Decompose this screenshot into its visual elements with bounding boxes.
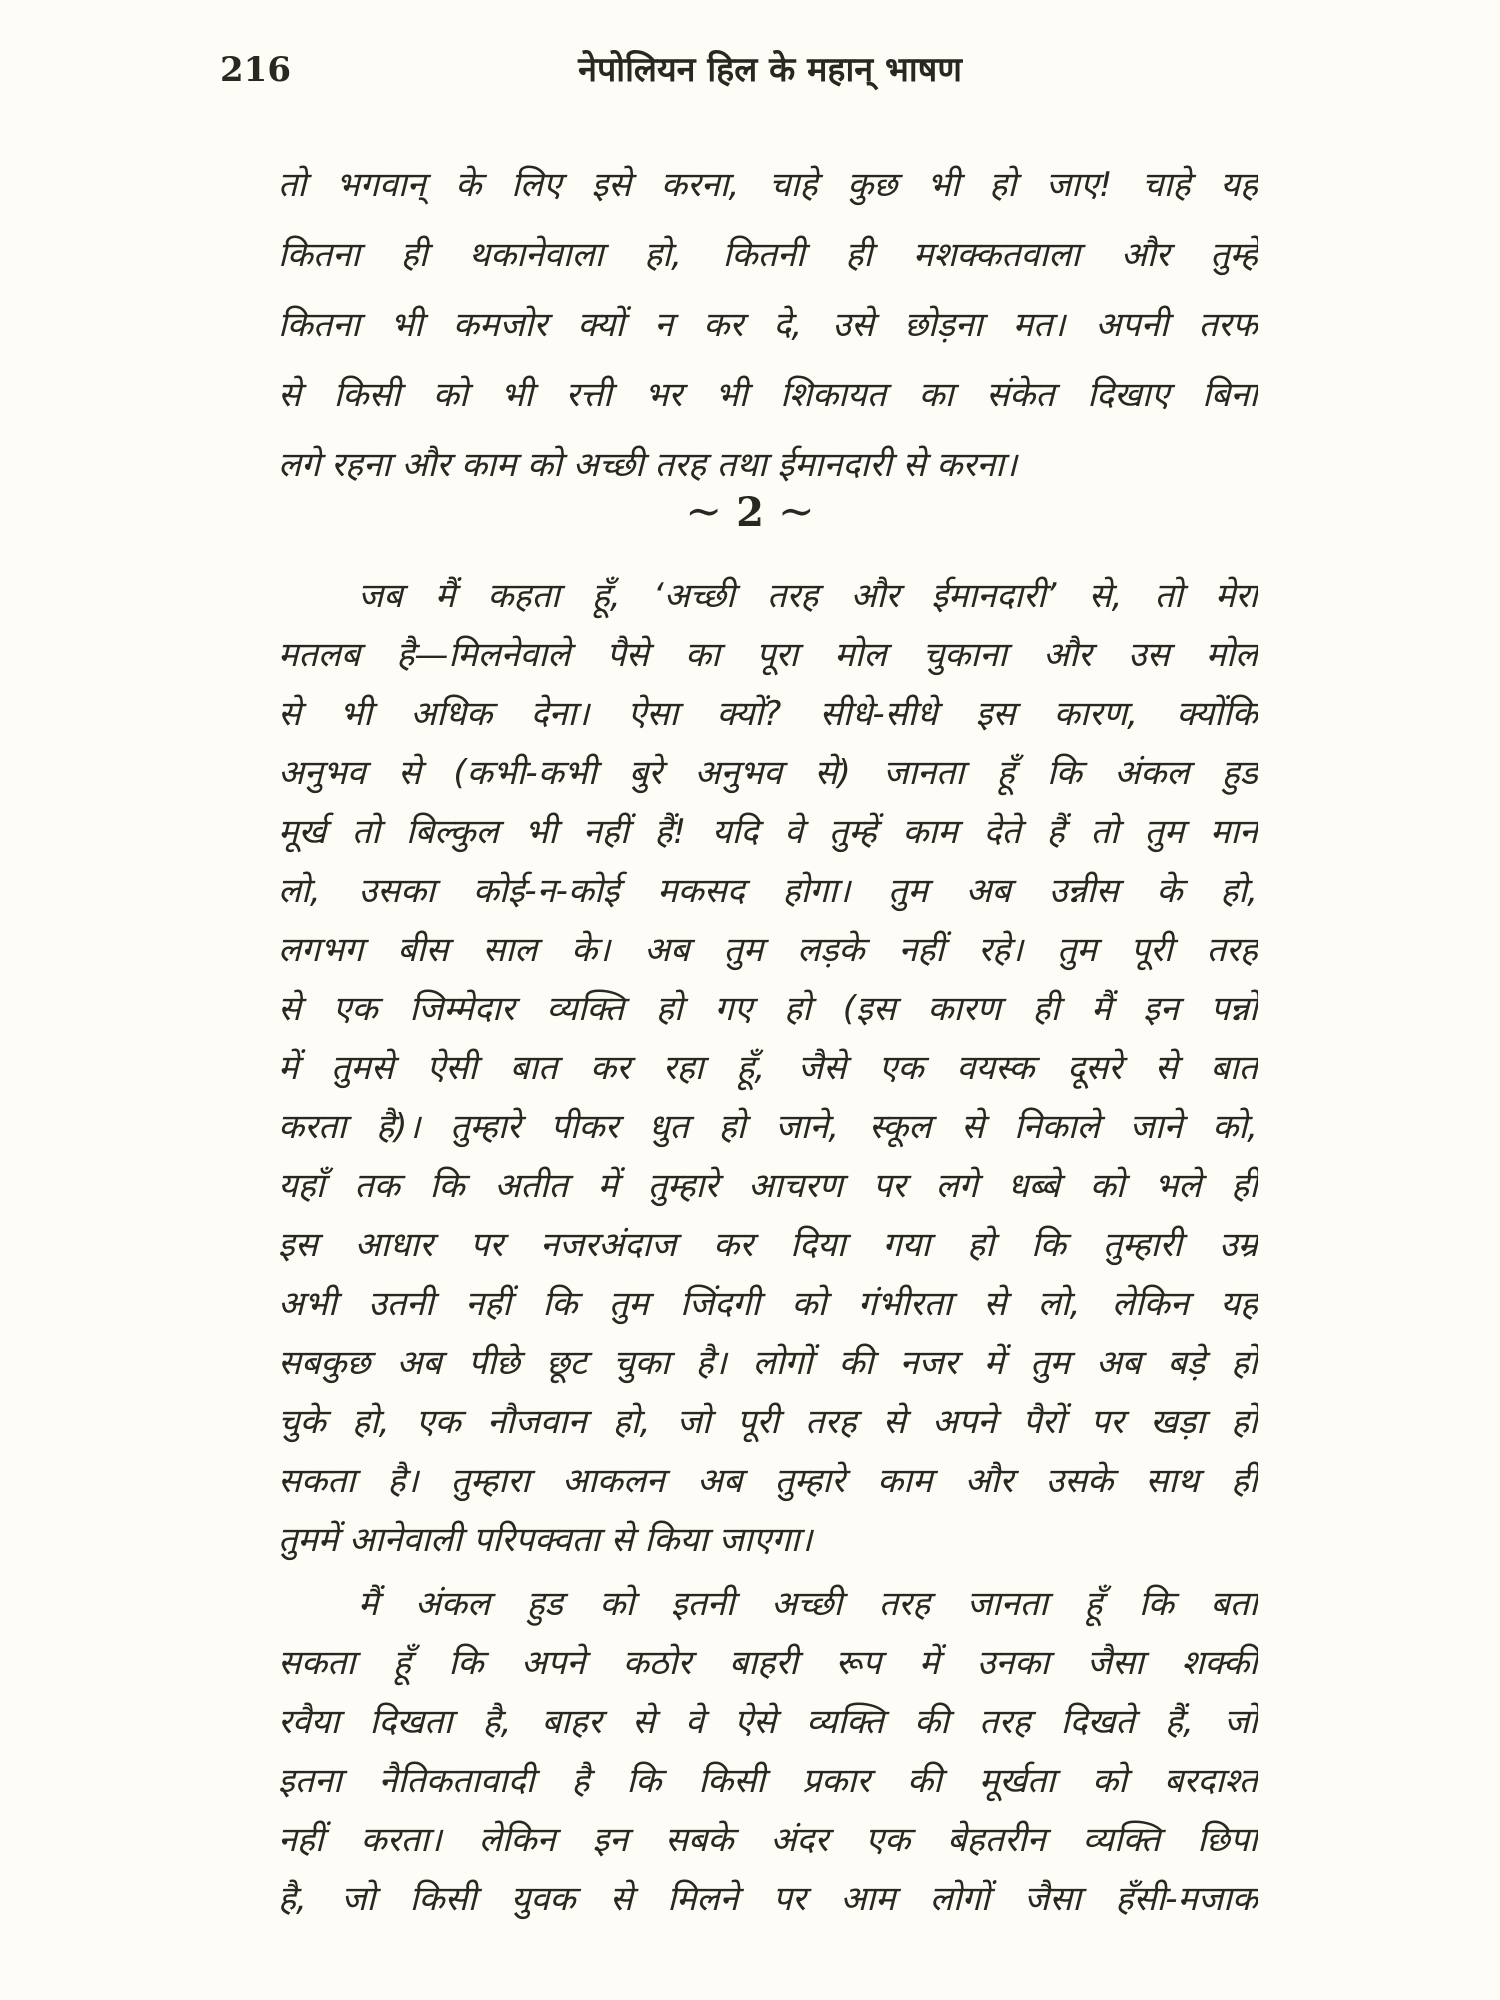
text-line: चुके हो, एक नौजवान हो, जो पूरी तरह से अपने पैरों पर खड़ा हो <box>278 1402 1258 1442</box>
section-separator <box>0 486 1500 538</box>
text-line: यहाँ तक कि अतीत में तुम्हारे आचरण पर लगे धब्बे को भले ही <box>278 1166 1258 1206</box>
text-line: है, जो किसी युवक से मिलने पर आम लोगों जैसा हँसी-मजाक <box>278 1879 1258 1919</box>
text-line: इतना नैतिकतावादी है कि किसी प्रकार की मूर्खता को बरदाश्त <box>278 1761 1258 1801</box>
text-line: अनुभव से (कभी-कभी बुरे अनुभव से) जानता हूँ कि अंकल हुड <box>278 753 1258 793</box>
running-title: नेपोलियन हिल के महान् भाषण <box>578 50 962 90</box>
text-line: तुममें आनेवाली परिपक्वता से किया जाएगा। <box>278 1520 813 1560</box>
swash-right-icon: ~ <box>777 486 815 537</box>
text-line: तो भगवान् के लिए इसे करना, चाहे कुछ भी हो जाए! चाहे यह <box>278 165 1258 205</box>
text-line: जब मैं कहता हूँ, ‘अच्छी तरह और ईमानदारी’ से, तो मेरा <box>358 576 1258 616</box>
page-number: 216 <box>220 50 291 90</box>
text-line: में तुमसे ऐसी बात कर रहा हूँ, जैसे एक वयस्क दूसरे से बात <box>278 1048 1258 1088</box>
text-line: मूर्ख तो बिल्कुल भी नहीं हैं! यदि वे तुम्हें काम देते हैं तो तुम मान <box>278 812 1258 852</box>
text-line: सकता हूँ कि अपने कठोर बाहरी रूप में उनका जैसा शक्की <box>278 1643 1258 1683</box>
text-line: कितना भी कमजोर क्यों न कर दे, उसे छोड़ना मत। अपनी तरफ <box>278 305 1258 345</box>
text-line: से भी अधिक देना। ऐसा क्यों? सीधे-सीधे इस कारण, क्योंकि <box>278 694 1258 734</box>
section-number: 2 <box>736 489 764 536</box>
text-line: सकता है। तुम्हारा आकलन अब तुम्हारे काम और उसके साथ ही <box>278 1461 1258 1501</box>
text-line: मतलब है—मिलनेवाले पैसे का पूरा मोल चुकाना और उस मोल <box>278 635 1258 675</box>
text-line: लगे रहना और काम को अच्छी तरह तथा ईमानदारी से करना। <box>278 445 1017 485</box>
paragraph-last <box>278 1575 1258 1929</box>
text-line: मैं अंकल हुड को इतनी अच्छी तरह जानता हूँ कि बता <box>358 1584 1258 1624</box>
text-line: लगभग बीस साल के। अब तुम लड़के नहीं रहे। तुम पूरी तरह <box>278 930 1258 970</box>
text-line: से किसी को भी रत्ती भर भी शिकायत का संकेत दिखाए बिना <box>278 375 1258 415</box>
paragraph-main <box>278 567 1258 1570</box>
text-line: करता है)। तुम्हारे पीकर धुत हो जाने, स्कूल से निकाले जाने को, <box>278 1107 1258 1147</box>
paragraph-top <box>278 150 1258 500</box>
text-line: अभी उतनी नहीं कि तुम जिंदगी को गंभीरता से लो, लेकिन यह <box>278 1284 1258 1324</box>
text-line: नहीं करता। लेकिन इन सबके अंदर एक बेहतरीन व्यक्ति छिपा <box>278 1820 1258 1860</box>
text-line: लो, उसका कोई-न-कोई मकसद होगा। तुम अब उन्नीस के हो, <box>278 871 1258 911</box>
text-line: कितना ही थकानेवाला हो, कितनी ही मशक्कतवाला और तुम्हें <box>278 235 1258 275</box>
text-line: इस आधार पर नजरअंदाज कर दिया गया हो कि तुम्हारी उम्र <box>278 1225 1258 1265</box>
text-line: से एक जिम्मेदार व्यक्ति हो गए हो (इस कारण ही मैं इन पन्नों <box>278 989 1258 1029</box>
swash-left-icon: ~ <box>685 486 723 537</box>
text-line: रवैया दिखता है, बाहर से वे ऐसे व्यक्ति की तरह दिखते हैं, जो <box>278 1702 1258 1742</box>
text-line: सबकुछ अब पीछे छूट चुका है। लोगों की नजर में तुम अब बड़े हो <box>278 1343 1258 1383</box>
